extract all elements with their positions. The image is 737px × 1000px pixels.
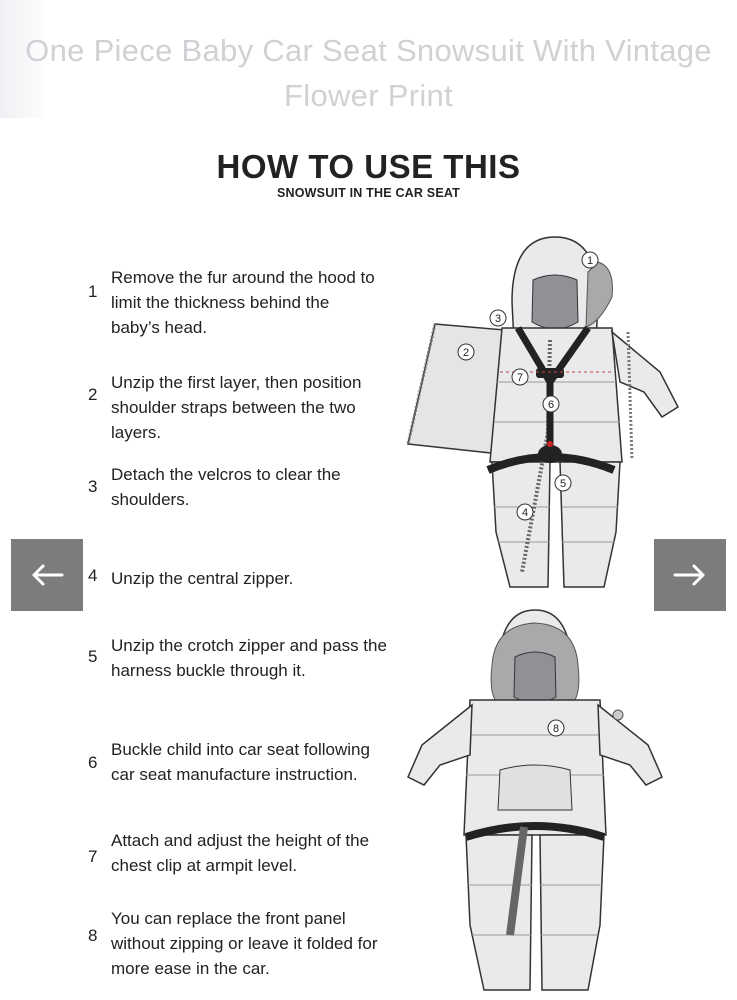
- step-text: Remove the fur around the hood to limit the thickness behind the baby’s head.: [111, 268, 375, 337]
- step-text: Unzip the first layer, then position shoulder straps between the two layers.: [111, 373, 362, 442]
- callout-8: 8: [552, 723, 560, 735]
- step-number: 1: [88, 282, 98, 301]
- carousel-prev-button[interactable]: [11, 539, 83, 611]
- step-number: 6: [88, 753, 98, 772]
- step-number: 4: [88, 566, 98, 585]
- callout-2: 2: [462, 347, 470, 359]
- step-text: Unzip the crotch zipper and pass the harness buckle through it.: [111, 636, 387, 680]
- step-text: Attach and adjust the height of the chest clip at armpit level.: [111, 831, 370, 875]
- step-text: Detach the velcros to clear the shoulders.: [111, 465, 341, 509]
- product-title: One Piece Baby Car Seat Snowsuit With Vintage Flower Print: [25, 33, 712, 113]
- callout-6: 6: [547, 399, 555, 411]
- step-text: You can replace the front panel without zipping or leave it folded for more ease in the car.: [111, 909, 378, 978]
- snowsuit-closed-illustration: [400, 605, 670, 995]
- callout-3: 3: [494, 313, 502, 325]
- snowsuit-harness-illustration: [400, 232, 685, 592]
- step-number: 3: [88, 477, 98, 496]
- step-text: Buckle child into car seat following car seat manufacture instruction.: [111, 740, 370, 784]
- callout-7: 7: [516, 372, 524, 384]
- step-number: 5: [88, 647, 98, 666]
- arrow-left-icon: [30, 563, 64, 587]
- guide-subheading: SNOWSUIT IN THE CAR SEAT: [276, 186, 461, 200]
- step-number: 8: [88, 926, 98, 945]
- step-number: 2: [88, 385, 98, 404]
- callout-1: 1: [586, 255, 594, 267]
- step-number: 7: [88, 847, 98, 866]
- guide-heading: HOW TO USE THIS: [216, 148, 521, 185]
- callout-5: 5: [559, 478, 567, 490]
- callout-4: 4: [521, 507, 529, 519]
- step-text: Unzip the central zipper.: [111, 569, 294, 588]
